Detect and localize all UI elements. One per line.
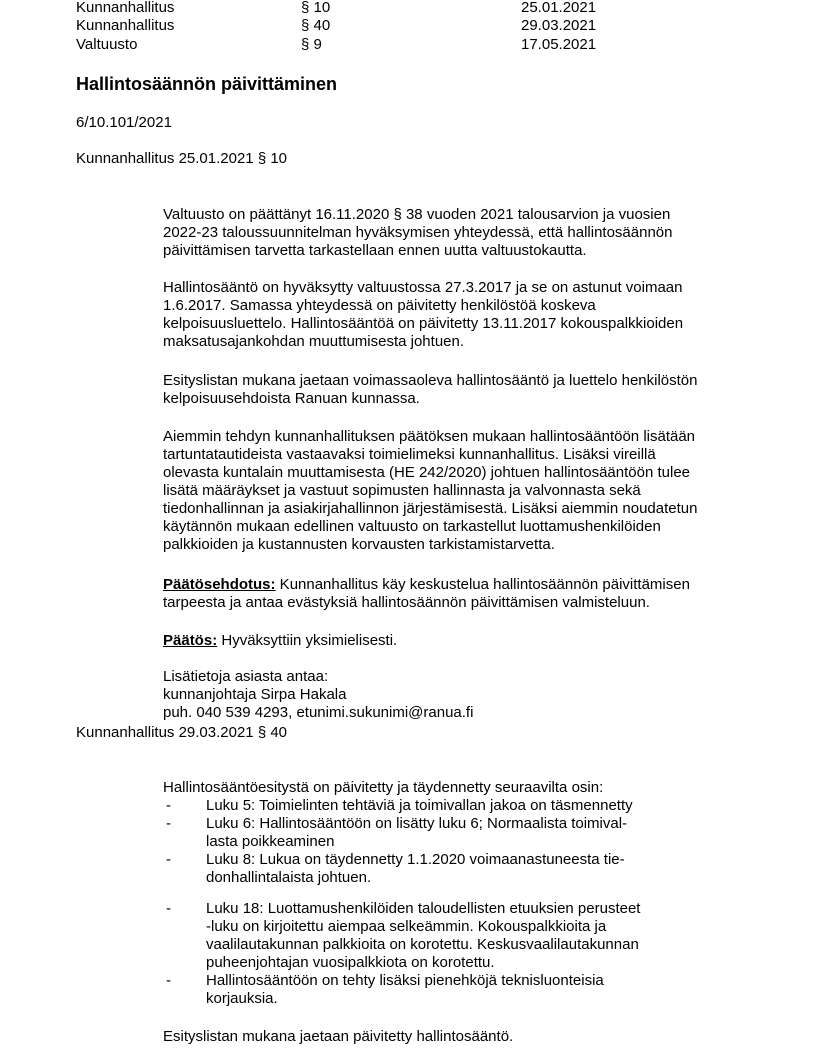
history-date-1: 25.01.2021 — [521, 0, 597, 16]
decision-label: Päätös: — [163, 632, 218, 649]
decision-paragraph — [163, 632, 723, 650]
meeting1-heading: Kunnanhallitus 25.01.2021 § 10 — [76, 150, 288, 167]
document-title: Hallintosäännön päivittäminen — [76, 74, 338, 94]
history-section-3: § 9 — [301, 36, 322, 53]
meeting1-paragraph-4: Aiemmin tehdyn kunnanhallituksen päätöksen mukaan hallintosääntöön lisätään tartuntatautideista vastaavaksi toimielimeksi kunnanhallitus. Lisäksi vireillä olevasta kuntalain muuttamisesta (HE 242/2020) johtuen hallintosääntöön tulee lisätä määräykset ja vastuut sopimusten hallinnasta ja valvonnasta sekä tiedonhallinnan ja asiakirjahallinnon järjestämisestä. Lisäksi aiemmin noudatetun käytännön mukaan edellinen valtuusto on tarkastellut luottamushenkilöiden palkkioiden ja kustannusten korvausten tarkistamistarvetta. — [163, 428, 698, 553]
meeting2-closing: Esityslistan mukana jaetaan päivitetty hallintosääntö. — [163, 1028, 514, 1045]
meeting1-paragraph-1: Valtuusto on päättänyt 16.11.2020 § 38 vuoden 2021 talousarvion ja vuosien 2022-23 taloussuunnitelman hyväksymisen yhteydessä, että hallintosäännön päivittämisen tarvetta tarkastellaan ennen uutta valtuustokautta. — [163, 206, 673, 259]
meeting2-heading: Kunnanhallitus 29.03.2021 § 40 — [76, 724, 288, 741]
history-body-1: Kunnanhallitus — [76, 0, 175, 16]
history-section-1: § 10 — [301, 0, 331, 16]
history-date-3: 17.05.2021 — [521, 36, 597, 53]
proposal-label: Päätösehdotus: — [163, 576, 276, 593]
history-date-2: 29.03.2021 — [521, 17, 597, 34]
diary-number: 6/10.101/2021 — [76, 114, 172, 131]
contact-line-3: puh. 040 539 4293, etunimi.sukunimi@ranua.fi — [163, 704, 474, 721]
history-body-2: Kunnanhallitus — [76, 17, 175, 34]
proposal-paragraph — [163, 576, 723, 612]
meeting1-paragraph-2: Hallintosääntö on hyväksytty valtuustossa 27.3.2017 ja se on astunut voimaan 1.6.2017. Samassa yhteydessä on päivitetty henkilöstöä koskeva kelpoisuusluettelo. Hallintosääntöä on päivitetty 13.11.2017 kokouspalkkioiden maksatusajankohdan muuttumisesta johtuen. — [163, 279, 684, 350]
contact-info — [163, 668, 723, 722]
contact-line-1: Lisätietoja asiasta antaa: — [163, 668, 329, 685]
history-body-3: Valtuusto — [76, 36, 138, 53]
proposal-text-2: tarpeesta ja antaa evästyksiä hallintosäännön päivittämisen valmisteluun. — [163, 594, 650, 611]
proposal-text-1: Kunnanhallitus käy keskustelua hallintosäännön päivittämisen — [275, 576, 690, 593]
contact-line-2: kunnanjohtaja Sirpa Hakala — [163, 686, 347, 703]
meeting1-paragraph-3: Esityslistan mukana jaetaan voimassaoleva hallintosääntö ja luettelo henkilöstön kelpoisuusehdoista Ranuan kunnassa. — [163, 372, 698, 407]
document-page: Kunnanhallitus § 10 25.01.2021 Kunnanhallitus § 40 29.03.2021 Valtuusto § 9 17.05.2021 Hallintosäännön päivittäminen 6/10.101/2021 Kunnanhallitus 25.01.2021 § 10 Valtuusto on päättänyt 16.11.2020 § 38 vuoden 2021 talousarvion ja vuosien 2022-23 taloussuunnitelman hyväksymisen yhteydessä, että hallintosäännön päivittämisen tarvetta tarkastellaan ennen uutta valtuustokautta. Hallintosääntö on hyväksytty valtuustossa 27.3.2017 ja se on astunut voimaan 1.6.2017. Samassa yhteydessä on päivitetty henkilöstöä koskeva kelpoisuusluettelo. Hallintosääntöä on päivitetty 13.11.2017 kokouspalkkioiden maksatusajankohdan muuttumisesta johtuen. Esityslistan mukana jaetaan voimassaoleva hallintosääntö ja luettelo henkilöstön kelpoisuusehdoista Ranuan kunnassa. Aiemmin tehdyn kunnanhallituksen päätöksen mukaan hallintosääntöön lisätään tartuntatautideista vastaavaksi toimielimeksi kunnanhallitus. Lisäksi vireillä olevasta kuntalain muuttamisesta (HE 242/2020) johtuen hallintosääntöön tulee lisätä määräykset ja vastuut sopimusten hallinnasta ja valvonnasta sekä tiedonhallinnan ja asiakirjahallinnon järjestämisestä. Lisäksi aiemmin noudatetun käytännön mukaan edellinen valtuusto on tarkastellut luottamushenkilöiden palkkioiden ja kustannusten korvausten tarkistamistarvetta. Päätösehdotus: Kunnanhallitus käy keskustelua hallintosäännön päivittämisen tarpeesta ja antaa evästyksiä hallintosäännön päivittämisen valmisteluun. Päätös: Hyväksyttiin yksimielisesti. Lisätietoja asiasta antaa: kunnanjohtaja Sirpa Hakala puh. 040 539 4293, etunimi.sukunimi@ranua.fi Kunnanhallitus 29.03.2021 § 40 Hallintosääntöesitystä on päivitetty ja täydennetty seuraavilta osin: - Luku 5: Toimielinten tehtäviä ja toimivallan jakoa on täsmennetty - Luku 6: Hallintosääntöön on lisätty luku 6; Normaalista toimival- lasta poikkeaminen - Luku 8: Lukua on täydennetty 1.1.2020 voimaanastuneesta tie- donhallintalaista johtuen. - Luku 18: Luottamushenkilöiden taloudellisten etuuksien perusteet -luku on kirjoitettu aiempaa selkeämmin. Kokouspalkkioita ja vaalilautakunnan palkkioita on korotettu. Keskusvaalilautakunnan puheenjohtajan vuosipalkkiota on korotettu. - Hallintosääntöön on tehty lisäksi pienehköjä teknisluonteisia korjauksia. Esityslistan mukana jaetaan päivitetty hallintosääntö. — [0, 0, 816, 1056]
decision-text: Hyväksyttiin yksimielisesti. — [217, 632, 398, 649]
history-section-2: § 40 — [301, 17, 331, 34]
meeting2-intro: Hallintosääntöesitystä on päivitetty ja täydennetty seuraavilta osin: — [163, 779, 604, 796]
